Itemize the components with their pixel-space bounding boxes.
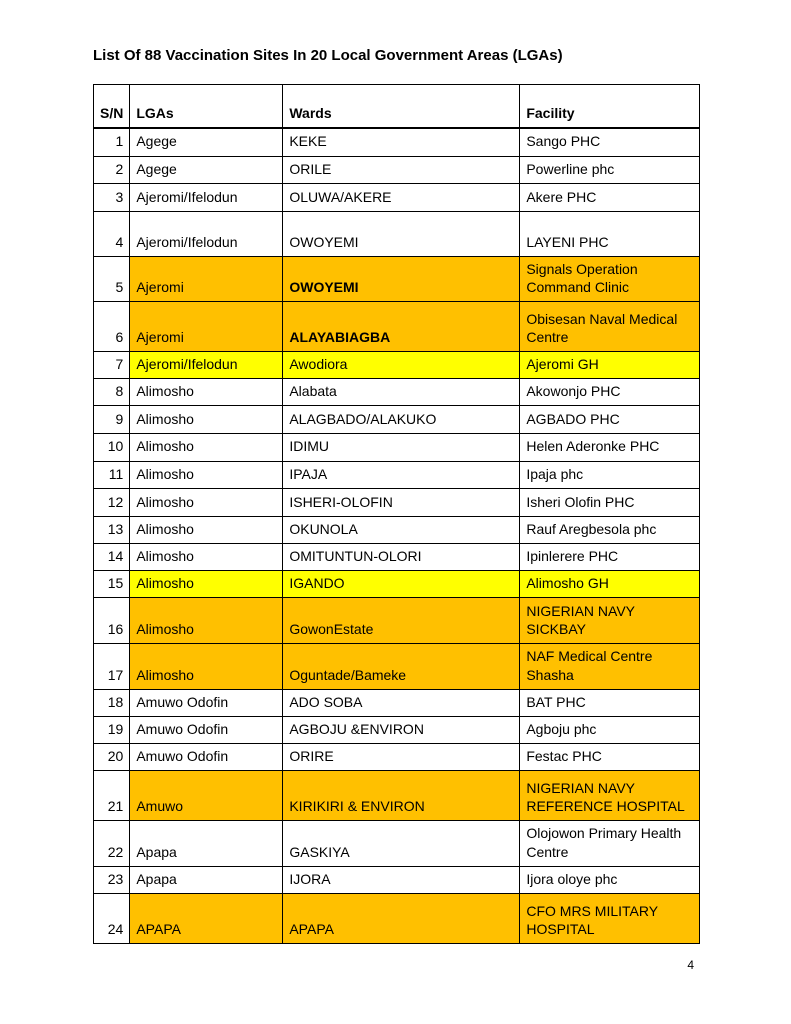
sn-cell: 11: [94, 461, 130, 488]
sn-cell: 23: [94, 866, 130, 893]
table-row: [94, 866, 700, 893]
facility-cell: NIGERIAN NAVY SICKBAY: [520, 598, 700, 644]
table-body: [94, 128, 700, 943]
lga-cell: Amuwo: [130, 771, 283, 821]
facility-cell: Powerline phc: [520, 156, 700, 183]
ward-cell: ORIRE: [283, 744, 520, 771]
sn-cell: 6: [94, 302, 130, 352]
facility-cell: AGBADO PHC: [520, 406, 700, 434]
ward-cell: OKUNOLA: [283, 516, 520, 543]
facility-cell: Isheri Olofin PHC: [520, 488, 700, 516]
table-row: [94, 893, 700, 943]
sn-cell: 3: [94, 183, 130, 211]
column-header-wards: Wards: [283, 85, 520, 129]
sn-cell: 2: [94, 156, 130, 183]
table-row: [94, 302, 700, 352]
lga-cell: Alimosho: [130, 544, 283, 571]
table-row: [94, 571, 700, 598]
table-row: [94, 352, 700, 379]
column-header-sn: S/N: [94, 85, 130, 129]
facility-cell: Festac PHC: [520, 744, 700, 771]
ward-cell: OMITUNTUN-OLORI: [283, 544, 520, 571]
table-row: [94, 406, 700, 434]
table-row: [94, 771, 700, 821]
facility-cell: Alimosho GH: [520, 571, 700, 598]
ward-cell: ADO SOBA: [283, 689, 520, 716]
table-row: [94, 644, 700, 689]
table-row: [94, 434, 700, 461]
ward-cell: IDIMU: [283, 434, 520, 461]
ward-cell: ALAGBADO/ALAKUKO: [283, 406, 520, 434]
lga-cell: APAPA: [130, 893, 283, 943]
sn-cell: 18: [94, 689, 130, 716]
table-row: [94, 379, 700, 406]
ward-cell: AGBOJU &ENVIRON: [283, 716, 520, 743]
sn-cell: 4: [94, 211, 130, 256]
ward-cell: Awodiora: [283, 352, 520, 379]
lga-cell: Alimosho: [130, 379, 283, 406]
lga-cell: Alimosho: [130, 434, 283, 461]
facility-cell: BAT PHC: [520, 689, 700, 716]
sn-cell: 21: [94, 771, 130, 821]
facility-cell: Signals Operation Command Clinic: [520, 256, 700, 301]
table-header-row: [94, 85, 700, 129]
sn-cell: 10: [94, 434, 130, 461]
facility-cell: LAYENI PHC: [520, 211, 700, 256]
ward-cell: ORILE: [283, 156, 520, 183]
table-row: [94, 488, 700, 516]
table-row: [94, 211, 700, 256]
ward-cell: OWOYEMI: [283, 211, 520, 256]
facility-cell: Ipinlerere PHC: [520, 544, 700, 571]
sn-cell: 7: [94, 352, 130, 379]
facility-cell: Akowonjo PHC: [520, 379, 700, 406]
facility-cell: Rauf Aregbesola phc: [520, 516, 700, 543]
sn-cell: 1: [94, 128, 130, 156]
lga-cell: Amuwo Odofin: [130, 716, 283, 743]
ward-cell: KEKE: [283, 128, 520, 156]
sn-cell: 17: [94, 644, 130, 689]
sn-cell: 15: [94, 571, 130, 598]
lga-cell: Ajeromi: [130, 302, 283, 352]
ward-cell: APAPA: [283, 893, 520, 943]
sn-cell: 14: [94, 544, 130, 571]
lga-cell: Alimosho: [130, 488, 283, 516]
lga-cell: Amuwo Odofin: [130, 744, 283, 771]
sn-cell: 19: [94, 716, 130, 743]
lga-cell: Alimosho: [130, 516, 283, 543]
lga-cell: Alimosho: [130, 644, 283, 689]
lga-cell: Ajeromi/Ifelodun: [130, 211, 283, 256]
lga-cell: Apapa: [130, 866, 283, 893]
table-header: [94, 85, 700, 129]
sn-cell: 12: [94, 488, 130, 516]
table-row: [94, 716, 700, 743]
table-row: [94, 821, 700, 866]
sn-cell: 22: [94, 821, 130, 866]
table-row: [94, 156, 700, 183]
lga-cell: Agege: [130, 128, 283, 156]
lga-cell: Alimosho: [130, 406, 283, 434]
lga-cell: Ajeromi/Ifelodun: [130, 183, 283, 211]
page-number: 4: [687, 958, 694, 972]
facility-cell: CFO MRS MILITARY HOSPITAL: [520, 893, 700, 943]
table-row: [94, 516, 700, 543]
ward-cell: ISHERI-OLOFIN: [283, 488, 520, 516]
vaccination-sites-table: [93, 84, 700, 944]
ward-cell: GASKIYA: [283, 821, 520, 866]
column-header-facility: Facility: [520, 85, 700, 129]
ward-cell: GowonEstate: [283, 598, 520, 644]
table-row: [94, 183, 700, 211]
facility-cell: Sango PHC: [520, 128, 700, 156]
facility-cell: Agboju phc: [520, 716, 700, 743]
facility-cell: NAF Medical Centre Shasha: [520, 644, 700, 689]
facility-cell: Obisesan Naval Medical Centre: [520, 302, 700, 352]
facility-cell: Akere PHC: [520, 183, 700, 211]
sn-cell: 16: [94, 598, 130, 644]
sn-cell: 13: [94, 516, 130, 543]
facility-cell: NIGERIAN NAVY REFERENCE HOSPITAL: [520, 771, 700, 821]
column-header-lgas: LGAs: [130, 85, 283, 129]
ward-cell: OLUWA/AKERE: [283, 183, 520, 211]
lga-cell: Amuwo Odofin: [130, 689, 283, 716]
ward-cell: ALAYABIAGBA: [283, 302, 520, 352]
ward-cell: KIRIKIRI & ENVIRON: [283, 771, 520, 821]
sn-cell: 20: [94, 744, 130, 771]
facility-cell: Ipaja phc: [520, 461, 700, 488]
ward-cell: Alabata: [283, 379, 520, 406]
ward-cell: IPAJA: [283, 461, 520, 488]
facility-cell: Helen Aderonke PHC: [520, 434, 700, 461]
table-row: [94, 598, 700, 644]
table-row: [94, 461, 700, 488]
table-row: [94, 744, 700, 771]
table-row: [94, 128, 700, 156]
sn-cell: 9: [94, 406, 130, 434]
sn-cell: 24: [94, 893, 130, 943]
table-row: [94, 544, 700, 571]
table-row: [94, 256, 700, 301]
facility-cell: Ajeromi GH: [520, 352, 700, 379]
page-title: List Of 88 Vaccination Sites In 20 Local Government Areas (LGAs): [93, 47, 563, 64]
table-row: [94, 689, 700, 716]
lga-cell: Alimosho: [130, 461, 283, 488]
facility-cell: Olojowon Primary Health Centre: [520, 821, 700, 866]
sn-cell: 8: [94, 379, 130, 406]
facility-cell: Ijora oloye phc: [520, 866, 700, 893]
lga-cell: Agege: [130, 156, 283, 183]
ward-cell: OWOYEMI: [283, 256, 520, 301]
lga-cell: Apapa: [130, 821, 283, 866]
lga-cell: Alimosho: [130, 571, 283, 598]
lga-cell: Ajeromi/Ifelodun: [130, 352, 283, 379]
ward-cell: Oguntade/Bameke: [283, 644, 520, 689]
ward-cell: IJORA: [283, 866, 520, 893]
ward-cell: IGANDO: [283, 571, 520, 598]
lga-cell: Alimosho: [130, 598, 283, 644]
lga-cell: Ajeromi: [130, 256, 283, 301]
sn-cell: 5: [94, 256, 130, 301]
